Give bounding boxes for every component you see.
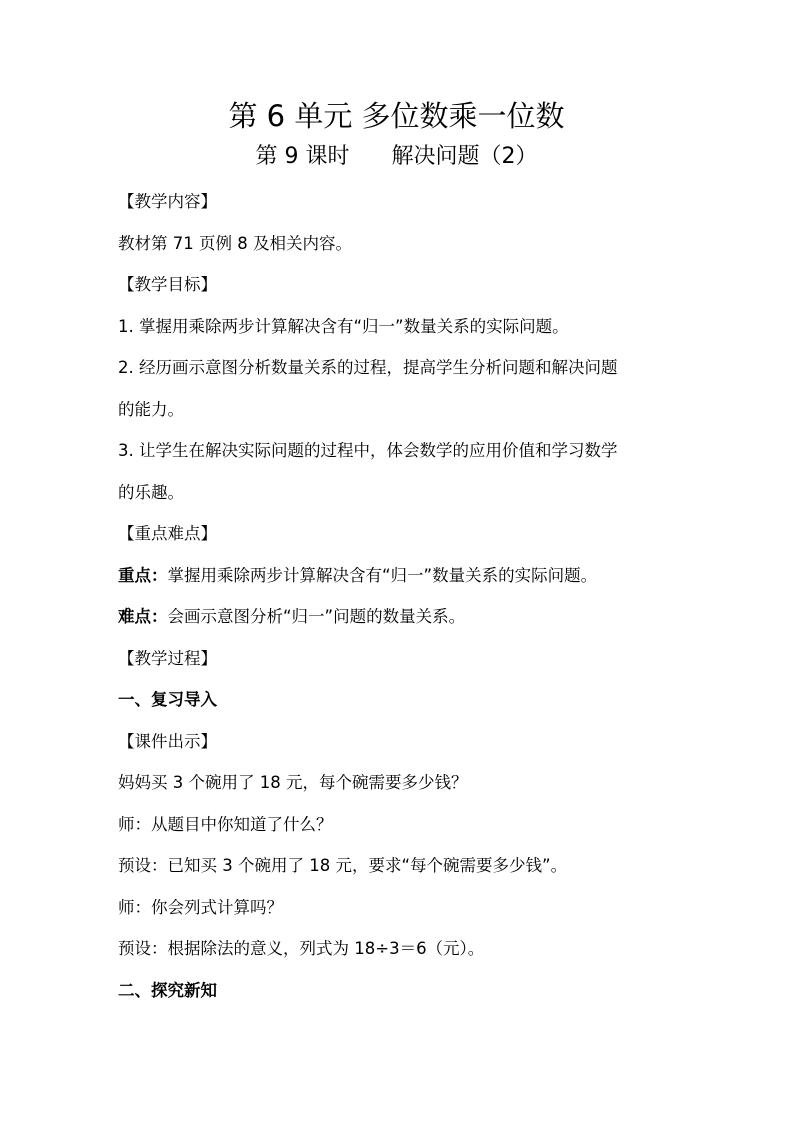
difficult-point-label: 难点： (118, 607, 168, 626)
heading-teaching-goals: 【教学目标】 (118, 275, 217, 294)
preset-answer-2: 预设：根据除法的意义，列式为 18÷3＝6（元）。 (118, 939, 485, 958)
key-point (118, 555, 680, 597)
slide-heading: 【课件出示】 (118, 731, 217, 751)
goal-3-line-1: 3. 让学生在解决实际问题的过程中，体会数学的应用价值和学习数学 (118, 441, 618, 460)
teaching-content-text: 教材第 71 页例 8 及相关内容。 (118, 233, 352, 253)
goal-3-line-2: 的乐趣。 (118, 482, 184, 502)
heading-key-difficult: 【重点难点】 (118, 524, 217, 543)
unit-title: 第 6 单元 多位数乘一位数 (228, 99, 565, 133)
goal-2-line-2: 的能力。 (118, 399, 184, 419)
difficult-point (118, 596, 680, 638)
difficult-point-text: 会画示意图分析“归一”问题的数量关系。 (167, 607, 466, 626)
part-2-heading: 二、探究新知 (118, 980, 217, 1000)
key-point-label: 重点： (118, 565, 168, 585)
goal-1: 1. 掌握用乘除两步计算解决含有“归一”数量关系的实际问题。 (118, 316, 569, 336)
teacher-question-1: 师：从题目中你知道了什么？ (118, 814, 333, 834)
problem-text: 妈妈买 3 个碗用了 18 元，每个碗需要多少钱？ (118, 773, 468, 792)
part-1-heading: 一、复习导入 (118, 690, 217, 709)
lesson-subtitle: 第 9 课时 解决问题（2） (255, 144, 538, 169)
goal-2-line-1: 2. 经历画示意图分析数量关系的过程，提高学生分析问题和解决问题 (118, 358, 618, 377)
teacher-question-2: 师：你会列式计算吗？ (118, 897, 283, 917)
preset-answer-1: 预设：已知买 3 个碗用了 18 元，要求“每个碗需要多少钱”。 (118, 856, 568, 875)
document-body (118, 181, 680, 1011)
key-point-text: 掌握用乘除两步计算解决含有“归一”数量关系的实际问题。 (167, 565, 598, 585)
heading-teaching-content: 【教学内容】 (118, 192, 217, 211)
heading-teaching-process: 【教学过程】 (118, 648, 217, 668)
